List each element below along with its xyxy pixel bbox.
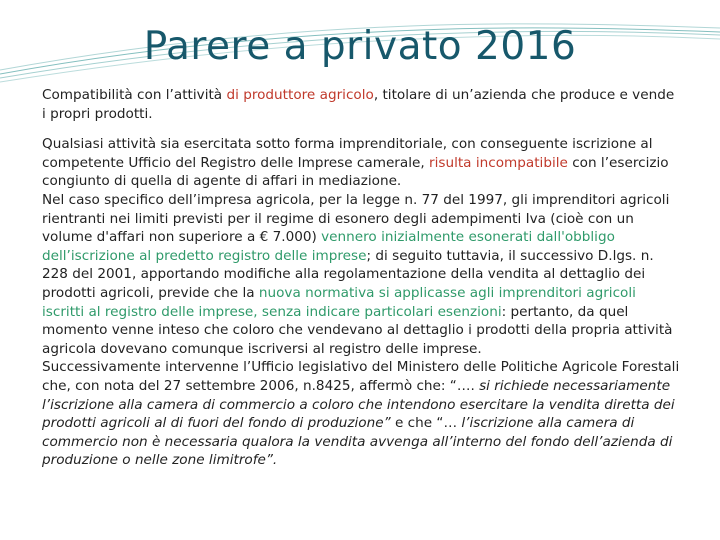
p1-text-d: , titolare di un’azienda che produce e vende i propri prodotti. (42, 87, 675, 122)
p2-text-a: Qualsiasi attività sia esercitata sotto forma imprenditoriale, con conseguente iscrizione al competente Ufficio del Registro delle Imprese camerale, (42, 136, 653, 171)
p4-text-a: Successivamente intervenne l’Ufficio legislativo del Ministero delle Politiche Agricole Forestali che, con nota del 27 settembre 2006, n.8425, affermò che: “…. (42, 359, 680, 394)
p1-text-a: Compatibilità con l’attività (42, 87, 227, 103)
p4-quote-2: l’iscrizione alla camera di commercio non è necessaria qualora la vendita avvenga all’interno del fondo dell’azienda di produzione o nelle zone limitrofe”. (42, 415, 673, 469)
slide-title: Parere a privato 2016 (143, 24, 577, 69)
p1-highlight-produttore: produttore agricolo (243, 87, 374, 103)
p3-text-a: Nel caso specifico dell’impresa agricola, per la legge n. 77 del 1997, gli imprenditori agricoli rientranti nei limiti previsti per il regime di esonero degli adempimenti Iva (cioè con un volume d'affari non superiore a € 7.000) (42, 191, 670, 246)
paragraph-incompatibility (42, 135, 682, 191)
p4-quote-1: si richiede necessariamente l’iscrizione alla camera di commercio a coloro che intendono esercitare la vendita diretta dei prodotti agricoli al di fuori del fondo di produzione” (42, 377, 675, 432)
p1-text-b: di (226, 87, 244, 103)
paragraph-agricultural-case (42, 191, 682, 358)
p3-highlight-esonerati: vennero inizialmente esonerati dall'obbligo dell’iscrizione al predetto registro delle imprese (42, 229, 615, 264)
p3-text-e: : pertanto, da quel momento venne inteso che coloro che vendevano al dettaglio i prodotti della propria attività agricola dovevano comunque iscriversi al registro delle imprese. (42, 303, 673, 357)
p2-highlight-incompatibile: risulta incompatibile (429, 154, 568, 171)
paragraph-compatibility (42, 86, 682, 123)
p3-text-c: ; di seguito tuttavia, il successivo D.lgs. n. 228 del 2001, apportando modifiche alla regolamentazione della vendita al dettaglio dei prodotti agricoli, previde che la (42, 247, 654, 301)
slide-body (42, 86, 682, 470)
p3-highlight-normativa: nuova normativa si applicasse agli imprenditori agricoli iscritti al registro delle imprese, senza indicare particolari esenzioni (42, 284, 636, 320)
p2-text-c: con l’esercizio congiunto di quella di agente di affari in mediazione. (42, 154, 669, 190)
paragraph-ministry-note (42, 358, 682, 470)
p4-text-c: e che “… (390, 415, 462, 432)
